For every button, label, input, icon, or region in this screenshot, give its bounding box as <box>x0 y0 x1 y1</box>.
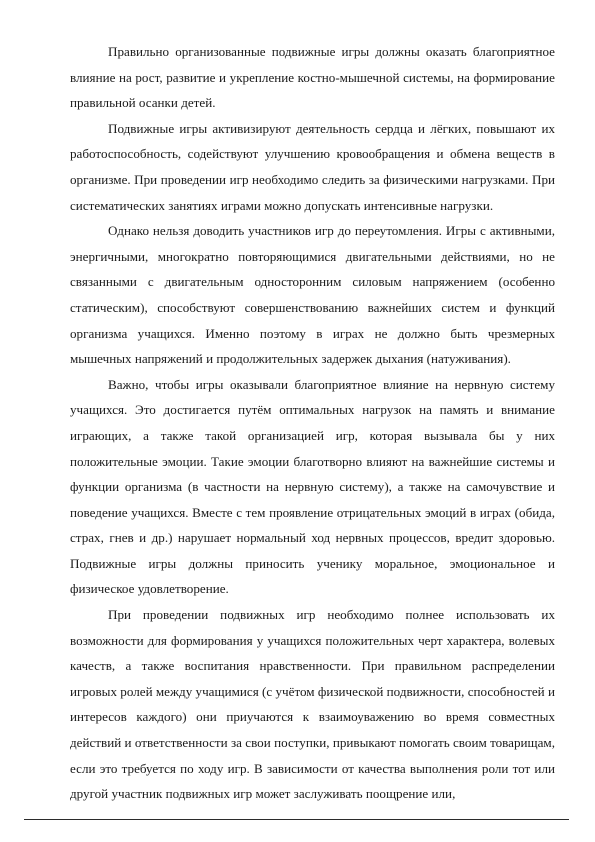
paragraph: Однако нельзя доводить участников игр до переутомления. Игры с активными, энергичными, многократно повторяющимися двигательными действиями, но не связанными с двигательным односторонним силовым напряжением (особенно статическим), способствуют совершенствованию важнейших систем и функций организма учащихся. Именно поэтому в играх не должно быть чрезмерных мышечных напряжений и продолжительных задержек дыхания (натуживания). <box>70 223 555 367</box>
paragraph: Важно, чтобы игры оказывали благоприятное влияние на нервную систему учащихся. Это достигается путём оптимальных нагрузок на память и внимание играющих, а также такой организацией игр, которая вызывала бы у них положительные эмоции. Такие эмоции благотворно влияют на важнейшие системы и функции организма (в частности на нервную систему), а также на самочувствие и поведение учащихся. Вместе с тем проявление отрицательных эмоций в играх (обида, страх, гнев и др.) нарушает нормальный ход нервных процессов, вредит здоровью. Подвижные игры должны приносить ученику моральное, эмоциональное и физическое удовлетворение. <box>70 376 555 597</box>
paragraph: Правильно организованные подвижные игры должны оказать благоприятное влияние на рост, развитие и укрепление костно-мышечной системы, на формирование правильной осанки детей. <box>70 44 555 111</box>
document-body <box>70 39 555 807</box>
paragraph: При проведении подвижных игр необходимо полнее использовать их возможности для формирования у учащихся положительных черт характера, волевых качеств, а также воспитания нравственности. При правильном распределении игровых ролей между учащимися (с учётом физической подвижности, способностей и интересов каждого) они приучаются к взаимоуважению во время совместных действий и ответственности за свои поступки, привыкают помогать своим товарищам, если это требуется по ходу игр. В зависимости от качества выполнения роли тот или другой участник подвижных игр может заслуживать поощрение или, <box>70 607 555 802</box>
page-border-line <box>24 819 569 820</box>
paragraph: Подвижные игры активизируют деятельность сердца и лёгких, повышают их работоспособность, содействуют улучшению кровообращения и обмена веществ в организме. При проведении игр необходимо следить за физическими нагрузками. При систематических занятиях играми можно допускать интенсивные нагрузки. <box>70 120 555 213</box>
